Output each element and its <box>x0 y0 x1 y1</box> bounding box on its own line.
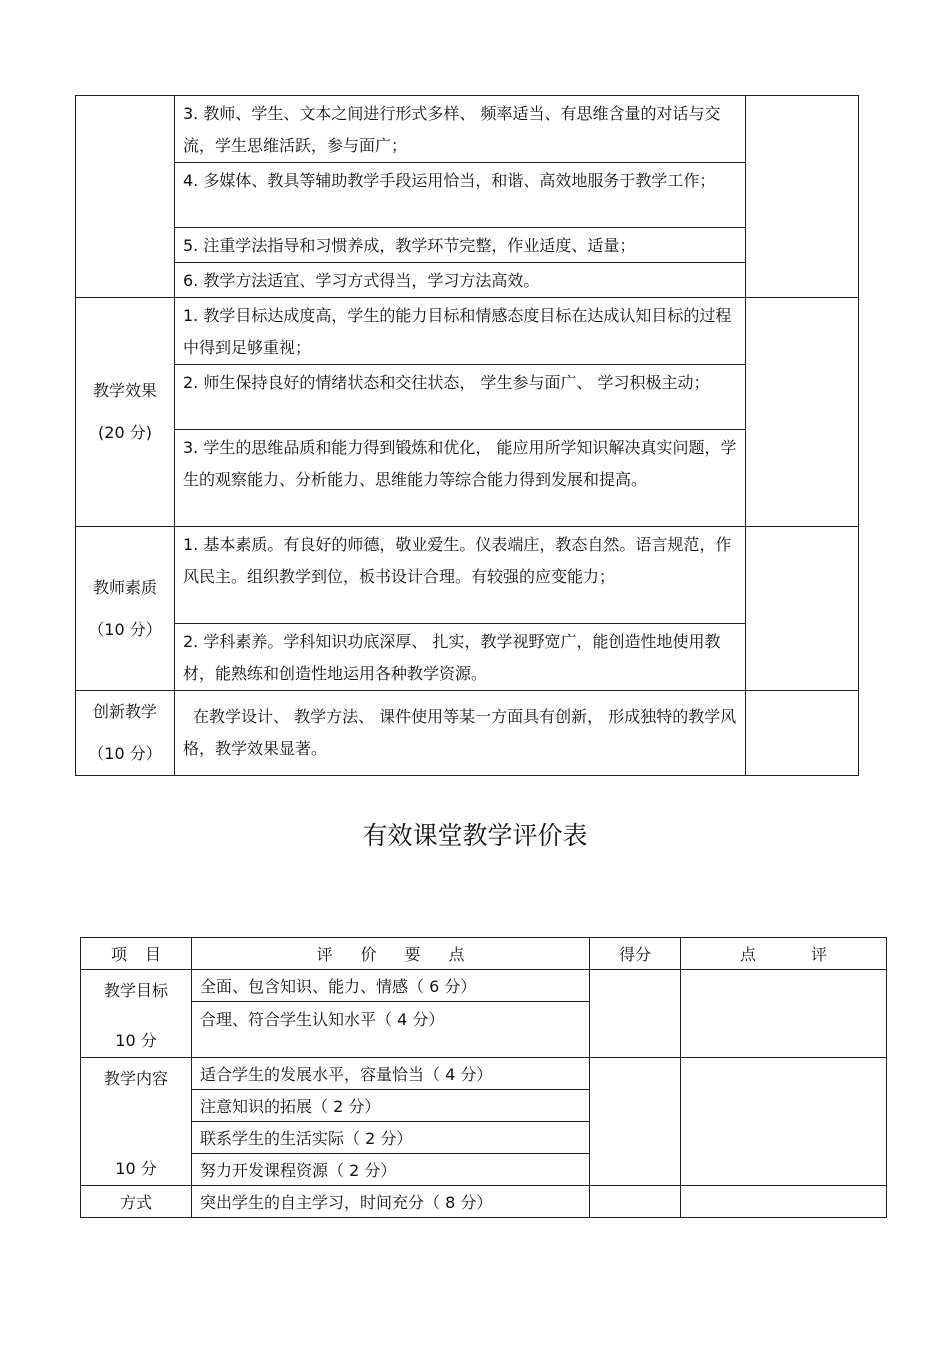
header-item: 项目 <box>81 938 192 970</box>
table-row <box>76 96 859 163</box>
category-innovation <box>76 691 175 776</box>
item-name: 教学目标 <box>103 981 168 1000</box>
innovation-text: 在教学设计、 教学方法、 课件使用等某一方面具有创新， 形成独特的教学风格，教学效果显著。 <box>183 707 737 758</box>
score-input-cell <box>590 970 681 1058</box>
category-score: （10 分） <box>88 744 162 763</box>
point-cell: 合理、符合学生认知水平（ 4 分） <box>192 1002 590 1058</box>
criterion-cell: 2. 师生保持良好的情绪状态和交往状态， 学生参与面广、 学习积极主动； <box>175 365 746 430</box>
table-row <box>76 298 859 365</box>
table-row <box>81 1058 887 1090</box>
criterion-cell: 3. 教师、学生、文本之间进行形式多样、 频率适当、有思维含量的对话与交流，学生思维活跃，参与面广； <box>175 96 746 163</box>
header-comment: 点评 <box>681 938 887 970</box>
header-score: 得分 <box>590 938 681 970</box>
category-name: 教师素质 <box>92 577 157 597</box>
page-title: 有效课堂教学评价表 <box>362 821 588 850</box>
criterion-cell: 4. 多媒体、教具等辅助教学手段运用恰当，和谐、高效地服务于教学工作； <box>175 163 746 228</box>
category-name: 创新教学 <box>92 702 157 721</box>
score-cell <box>746 96 859 298</box>
table-row <box>81 1186 887 1218</box>
criterion-cell: 1. 教学目标达成度高，学生的能力目标和情感态度目标在达成认知目标的过程中得到足够重视； <box>175 298 746 365</box>
item-score: 10 分 <box>115 1031 157 1050</box>
table-row <box>76 228 859 263</box>
item-score: 10 分 <box>115 1159 157 1178</box>
criterion-cell: 5. 注重学法指导和习惯养成，教学环节完整，作业适度、适量； <box>175 228 746 263</box>
point-cell: 全面、包含知识、能力、情感（ 6 分） <box>192 970 590 1002</box>
comment-cell <box>681 1186 887 1218</box>
item-content <box>81 1058 192 1186</box>
point-cell: 突出学生的自主学习，时间充分（ 8 分） <box>192 1186 590 1218</box>
category-effect <box>76 298 175 527</box>
category-score: (20 分) <box>98 423 152 442</box>
point-cell: 注意知识的拓展（ 2 分） <box>192 1090 590 1122</box>
criterion-cell: 6. 教学方法适宜、学习方式得当，学习方法高效。 <box>175 263 746 298</box>
table-row <box>76 365 859 430</box>
comment-cell <box>681 970 887 1058</box>
table-row <box>76 163 859 228</box>
criterion-cell: 3. 学生的思维品质和能力得到锻炼和优化， 能应用所学知识解决真实问题，学生的观察能力、分析能力、思维能力等综合能力得到发展和提高。 <box>175 430 746 527</box>
item-goal <box>81 970 192 1058</box>
score-cell <box>746 298 859 527</box>
table-row <box>76 691 859 776</box>
table-header-row <box>81 938 887 970</box>
category-cell-empty <box>76 96 175 298</box>
evaluation-table <box>80 937 887 1218</box>
score-cell <box>746 527 859 691</box>
score-input-cell <box>590 1186 681 1218</box>
criteria-table-continued <box>75 95 859 776</box>
table-row <box>81 970 887 1002</box>
point-cell: 努力开发课程资源（ 2 分） <box>192 1154 590 1186</box>
criterion-cell <box>175 691 746 776</box>
category-name: 教学效果 <box>92 381 157 400</box>
table-row <box>76 263 859 298</box>
category-score: （10 分） <box>88 619 162 639</box>
score-input-cell <box>590 1058 681 1186</box>
point-cell: 适合学生的发展水平，容量恰当（ 4 分） <box>192 1058 590 1090</box>
table-row <box>76 624 859 691</box>
criterion-cell: 2. 学科素养。学科知识功底深厚、 扎实，教学视野宽广，能创造性地使用教材，能熟练和创造性地运用各种教学资源。 <box>175 624 746 691</box>
table-row <box>76 430 859 527</box>
header-points: 评价要点 <box>192 938 590 970</box>
comment-cell <box>681 1058 887 1186</box>
score-cell <box>746 691 859 776</box>
item-method: 方式 <box>81 1186 192 1218</box>
point-cell: 联系学生的生活实际（ 2 分） <box>192 1122 590 1154</box>
category-teacher <box>76 527 175 691</box>
criterion-cell: 1. 基本素质。有良好的师德，敬业爱生。仪表端庄，教态自然。语言规范，作风民主。组织教学到位，板书设计合理。有较强的应变能力； <box>175 527 746 624</box>
table-row <box>76 527 859 624</box>
item-name: 教学内容 <box>103 1069 168 1088</box>
